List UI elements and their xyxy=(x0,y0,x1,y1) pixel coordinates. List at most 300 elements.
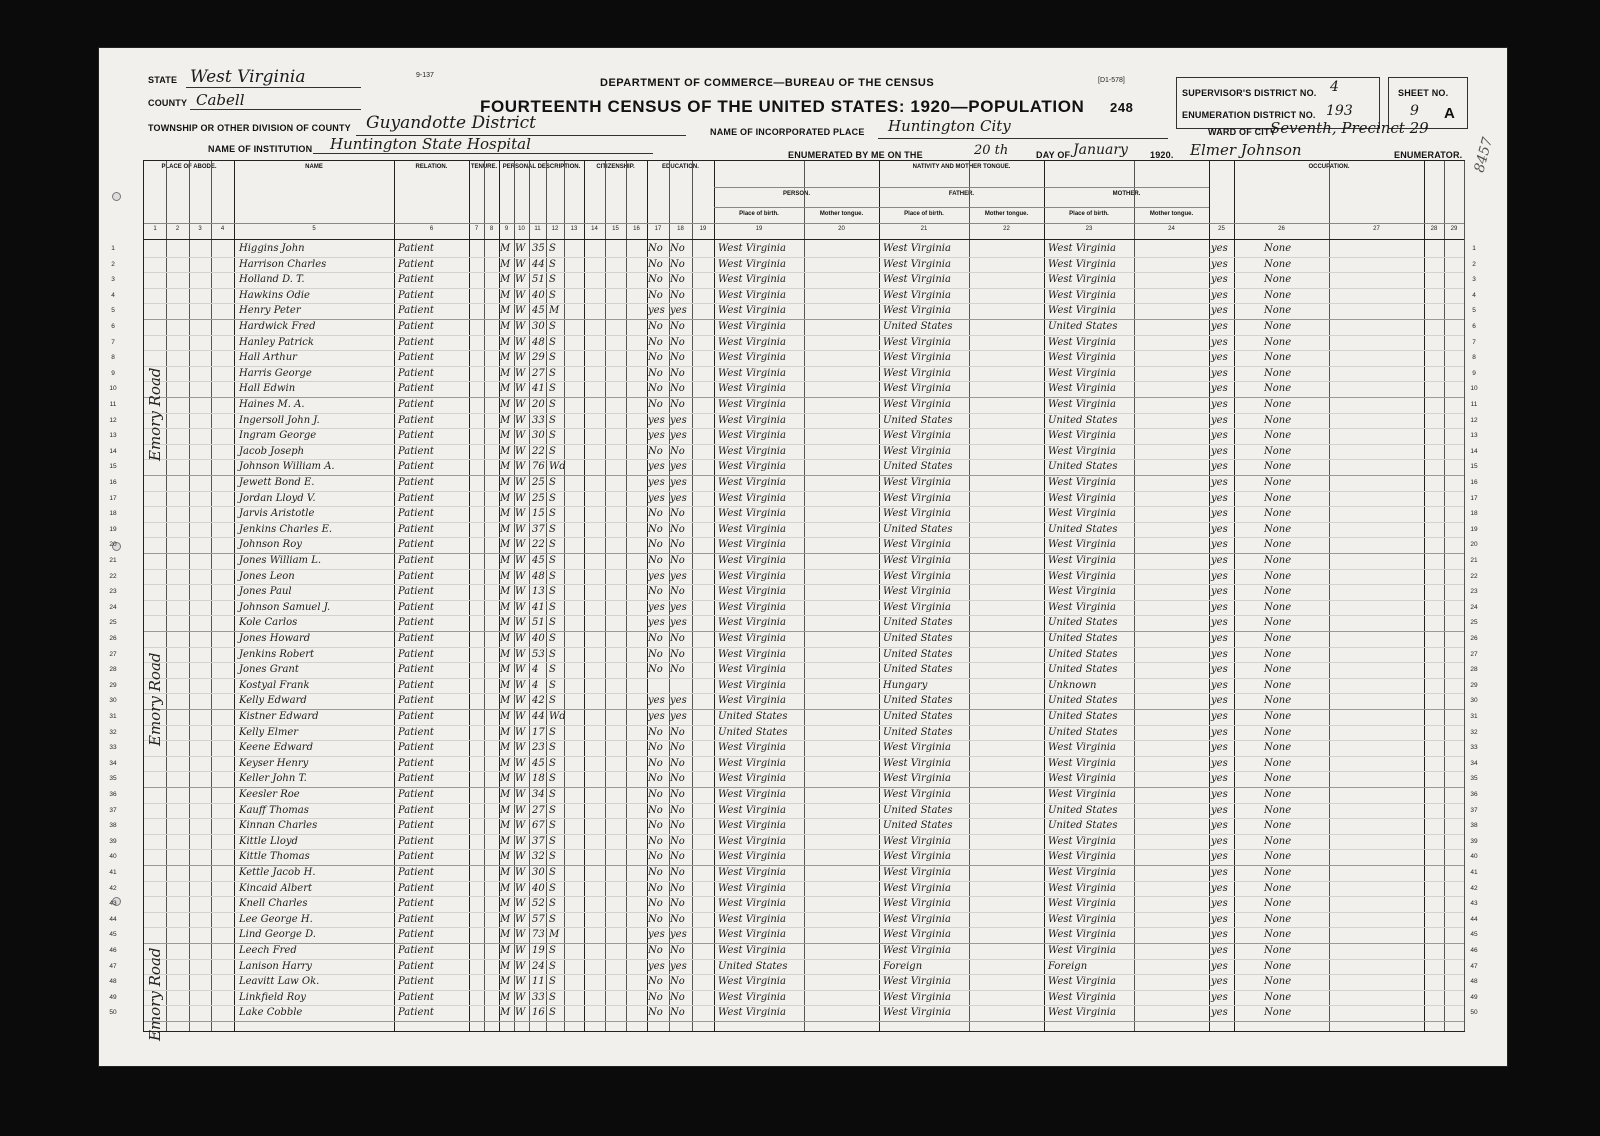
cell-mother-birthplace: United States xyxy=(1048,321,1118,332)
cell-marital-status: S xyxy=(549,367,556,379)
line-number: 31 xyxy=(1470,713,1478,720)
cell-speaks-english: yes xyxy=(1211,789,1228,800)
cell-speaks-english: yes xyxy=(1211,570,1228,582)
line-number: 44 xyxy=(1470,915,1478,923)
cell-marital-status: S xyxy=(549,617,556,629)
cell-relation: Patient xyxy=(398,336,434,348)
cell-sex: M xyxy=(500,367,511,379)
cell-person-name: Ingram George xyxy=(239,430,317,442)
cell-race: W xyxy=(515,757,526,769)
line-number: 32 xyxy=(109,728,117,736)
cell-sex: M xyxy=(500,570,511,582)
cell-person-name: Holland D. T. xyxy=(239,274,305,286)
sheet-value: 9 xyxy=(1410,103,1419,119)
line-number: 4 xyxy=(111,291,115,299)
cell-occupation: None xyxy=(1264,757,1292,769)
cell-person-birthplace: West Virginia xyxy=(718,352,786,364)
cell-race: W xyxy=(515,820,526,832)
column-number: 12 xyxy=(551,226,559,232)
cell-relation: Patient xyxy=(398,789,434,800)
cell-speaks-english: yes xyxy=(1211,258,1228,270)
cell-father-birthplace: United States xyxy=(883,617,953,629)
cell-father-birthplace: West Virginia xyxy=(883,570,951,582)
cell-person-birthplace: West Virginia xyxy=(718,773,786,785)
cell-age: 11 xyxy=(532,976,545,988)
cell-person-birthplace: West Virginia xyxy=(718,913,786,925)
cell-occupation: None xyxy=(1264,1007,1292,1019)
table-row xyxy=(109,381,1478,398)
cell-person-name: Keller John T. xyxy=(239,773,307,785)
col-person-tongue: Mother tongue. xyxy=(819,211,864,217)
cell-person-name: Kinnan Charles xyxy=(239,820,318,832)
cell-age: 40 xyxy=(532,633,545,644)
cell-sex: M xyxy=(500,586,511,598)
cell-person-name: Leavitt Law Ok. xyxy=(239,976,320,988)
column-number: 18 xyxy=(677,226,684,232)
cell-can-read: No xyxy=(670,321,685,332)
line-number: 2 xyxy=(111,260,115,268)
cell-age: 30 xyxy=(532,321,545,332)
table-row xyxy=(109,818,1478,835)
cell-occupation: None xyxy=(1264,414,1292,426)
table-row xyxy=(109,912,1478,929)
cell-father-birthplace: West Virginia xyxy=(883,477,951,488)
cell-occupation: None xyxy=(1264,929,1292,941)
cell-person-name: Hanley Patrick xyxy=(239,336,314,348)
cell-person-birthplace: West Virginia xyxy=(718,586,786,598)
cell-speaks-english: yes xyxy=(1211,867,1228,878)
cell-marital-status: S xyxy=(549,508,556,520)
cell-relation: Patient xyxy=(398,570,434,582)
cell-marital-status: S xyxy=(549,991,556,1003)
col-personal: PERSONAL DESCRIPTION. xyxy=(502,164,581,170)
column-number: 16 xyxy=(633,226,640,232)
cell-mother-birthplace: West Virginia xyxy=(1048,508,1116,520)
cell-sex: M xyxy=(500,399,511,410)
cell-speaks-english: yes xyxy=(1211,617,1228,629)
cell-race: W xyxy=(515,305,526,317)
col-tenure: TENURE. xyxy=(470,164,498,170)
cell-relation: Patient xyxy=(398,945,434,956)
cell-person-name: Hall Edwin xyxy=(239,383,296,395)
cell-speaks-english: yes xyxy=(1211,508,1228,520)
cell-father-birthplace: Foreign xyxy=(883,960,923,972)
cell-race: W xyxy=(515,913,526,925)
cell-person-birthplace: West Virginia xyxy=(718,679,786,691)
line-number: 17 xyxy=(1470,494,1478,502)
cell-occupation: None xyxy=(1264,539,1292,551)
cell-person-birthplace: West Virginia xyxy=(718,445,786,457)
line-number: 47 xyxy=(1470,962,1478,970)
cell-father-birthplace: West Virginia xyxy=(883,289,951,301)
cell-marital-status: S xyxy=(549,695,556,707)
table-row xyxy=(109,444,1478,461)
enumerated-label: ENUMERATED BY ME ON THE xyxy=(788,150,923,160)
cell-person-name: Kole Carlos xyxy=(239,617,298,629)
cell-person-name: Jenkins Robert xyxy=(239,648,315,660)
cell-sex: M xyxy=(500,976,511,988)
cell-can-read: No xyxy=(670,289,685,301)
institution-underline xyxy=(313,153,653,154)
line-number: 45 xyxy=(1470,931,1478,939)
cell-relation: Patient xyxy=(398,539,434,551)
cell-relation: Patient xyxy=(398,601,434,613)
cell-sex: M xyxy=(500,430,511,442)
place-underline xyxy=(878,138,1168,139)
cell-age: 48 xyxy=(532,570,545,582)
line-number: 15 xyxy=(1470,463,1478,471)
street-name-vertical: Emory Road xyxy=(146,367,164,461)
table-row xyxy=(109,881,1478,898)
line-number: 39 xyxy=(1470,837,1478,845)
cell-relation: Patient xyxy=(398,867,434,878)
line-number: 24 xyxy=(109,603,117,611)
cell-occupation: None xyxy=(1264,835,1292,847)
cell-can-read: No xyxy=(670,555,685,566)
cell-person-name: Higgins John xyxy=(239,243,305,254)
table-row xyxy=(111,350,1476,367)
column-number: 11 xyxy=(534,226,541,232)
cell-speaks-english: yes xyxy=(1211,898,1228,910)
cell-relation: Patient xyxy=(398,258,434,270)
cell-person-birthplace: West Virginia xyxy=(718,539,786,551)
cell-school-attended: No xyxy=(648,539,663,551)
cell-father-birthplace: West Virginia xyxy=(883,352,951,364)
cell-occupation: None xyxy=(1264,601,1292,613)
table-row xyxy=(109,475,1478,492)
cell-race: W xyxy=(515,804,526,816)
cell-sex: M xyxy=(500,789,511,800)
place-label: NAME OF INCORPORATED PLACE xyxy=(710,127,865,137)
cell-relation: Patient xyxy=(398,383,434,395)
cell-person-birthplace: West Virginia xyxy=(718,477,786,488)
cell-race: W xyxy=(515,679,526,691)
cell-can-read: No xyxy=(670,882,685,894)
cell-school-attended: yes xyxy=(648,477,665,488)
cell-person-name: Jones Paul xyxy=(239,586,292,598)
institution-label: NAME OF INSTITUTION xyxy=(208,144,313,154)
cell-relation: Patient xyxy=(398,695,434,707)
cell-school-attended: No xyxy=(648,648,663,660)
cell-mother-birthplace: West Virginia xyxy=(1048,352,1116,364)
table-row xyxy=(109,615,1478,632)
cell-mother-birthplace: Unknown xyxy=(1048,679,1097,691)
cell-sex: M xyxy=(500,445,511,457)
cell-mother-birthplace: West Virginia xyxy=(1048,336,1116,348)
line-number: 44 xyxy=(109,915,117,923)
cell-mother-birthplace: West Virginia xyxy=(1048,570,1116,582)
cell-age: 45 xyxy=(532,305,545,317)
cell-speaks-english: yes xyxy=(1211,477,1228,488)
line-number: 12 xyxy=(109,416,117,424)
cell-school-attended: No xyxy=(648,445,663,457)
line-number: 37 xyxy=(1470,806,1478,814)
cell-father-birthplace: West Virginia xyxy=(883,835,951,847)
cell-occupation: None xyxy=(1264,617,1292,629)
cell-school-attended: No xyxy=(648,945,663,956)
cell-can-read: yes xyxy=(670,477,687,488)
county-value: Cabell xyxy=(196,91,245,109)
county-underline xyxy=(190,109,361,110)
cell-person-name: Hardwick Fred xyxy=(239,321,316,332)
cell-mother-birthplace: West Virginia xyxy=(1048,601,1116,613)
line-number: 47 xyxy=(109,962,117,970)
cell-speaks-english: yes xyxy=(1211,633,1228,644)
cell-age: 17 xyxy=(532,726,545,738)
cell-person-name: Ingersoll John J. xyxy=(239,414,320,426)
cell-speaks-english: yes xyxy=(1211,648,1228,660)
cell-person-name: Jones Grant xyxy=(239,664,299,676)
cell-father-birthplace: West Virginia xyxy=(883,492,951,504)
cell-school-attended: yes xyxy=(648,960,665,972)
table-row xyxy=(109,693,1478,710)
cell-school-attended: No xyxy=(648,258,663,270)
column-number: 7 xyxy=(474,226,479,232)
line-number: 20 xyxy=(1470,541,1478,549)
cell-school-attended: No xyxy=(648,851,663,863)
cell-race: W xyxy=(515,601,526,613)
cell-speaks-english: yes xyxy=(1211,445,1228,457)
cell-person-name: Keene Edward xyxy=(239,742,313,754)
cell-occupation: None xyxy=(1264,633,1292,644)
cell-occupation: None xyxy=(1264,726,1292,738)
cell-race: W xyxy=(515,789,526,800)
cell-race: W xyxy=(515,289,526,301)
line-number: 7 xyxy=(1472,338,1476,346)
cell-can-read: No xyxy=(670,399,685,410)
table-row xyxy=(109,647,1478,664)
cell-can-read: No xyxy=(670,913,685,925)
table-row xyxy=(109,428,1478,445)
cell-can-read: No xyxy=(670,336,685,348)
cell-school-attended: yes xyxy=(648,601,665,613)
table-row xyxy=(109,553,1478,570)
cell-person-birthplace: West Virginia xyxy=(718,274,786,286)
place-value: Huntington City xyxy=(888,117,1011,135)
cell-race: W xyxy=(515,1007,526,1019)
cell-age: 19 xyxy=(532,945,545,956)
cell-age: 13 xyxy=(532,586,545,598)
cell-mother-birthplace: United States xyxy=(1048,664,1118,676)
line-number: 27 xyxy=(109,650,117,658)
cell-school-attended: yes xyxy=(648,929,665,941)
cell-occupation: None xyxy=(1264,399,1292,410)
cell-sex: M xyxy=(500,383,511,395)
line-number: 1 xyxy=(1472,245,1476,252)
cell-occupation: None xyxy=(1264,492,1292,504)
line-number: 48 xyxy=(1470,978,1478,986)
cell-father-birthplace: West Virginia xyxy=(883,851,951,863)
col-father-tongue: Mother tongue. xyxy=(984,211,1029,217)
col-person: PERSON. xyxy=(782,191,810,197)
header-rule xyxy=(144,239,1464,240)
cell-father-birthplace: West Virginia xyxy=(883,929,951,941)
cell-sex: M xyxy=(500,461,511,473)
cell-school-attended: No xyxy=(648,399,663,410)
cell-school-attended: No xyxy=(648,882,663,894)
cell-mother-birthplace: United States xyxy=(1048,461,1118,473)
cell-school-attended: No xyxy=(648,1007,663,1019)
month-value: January xyxy=(1073,142,1128,158)
cell-mother-birthplace: West Virginia xyxy=(1048,477,1116,488)
line-number: 50 xyxy=(1470,1009,1478,1017)
cell-speaks-english: yes xyxy=(1211,414,1228,426)
cell-father-birthplace: United States xyxy=(883,664,953,676)
line-number: 18 xyxy=(1470,510,1478,518)
cell-marital-status: S xyxy=(549,601,556,613)
cell-person-name: Johnson William A. xyxy=(239,461,335,473)
cell-age: 16 xyxy=(532,1007,545,1019)
cell-mother-birthplace: West Virginia xyxy=(1048,367,1116,379)
cell-person-birthplace: West Virginia xyxy=(718,789,786,800)
cell-speaks-english: yes xyxy=(1211,336,1228,348)
cell-relation: Patient xyxy=(398,726,434,738)
cell-race: W xyxy=(515,274,526,286)
page-number: 248 xyxy=(1110,100,1134,115)
cell-father-birthplace: West Virginia xyxy=(883,773,951,785)
cell-can-read: No xyxy=(670,367,685,379)
line-number: 34 xyxy=(1470,759,1478,767)
cell-race: W xyxy=(515,523,526,535)
cell-race: W xyxy=(515,633,526,644)
archive-stamp: 8457 xyxy=(1471,135,1497,175)
cell-age: 52 xyxy=(532,898,545,910)
cell-sex: M xyxy=(500,867,511,878)
form-number: 9-137 xyxy=(416,72,434,79)
cell-marital-status: S xyxy=(549,757,556,769)
cell-person-name: Lind George D. xyxy=(239,929,316,941)
cell-age: 45 xyxy=(532,555,545,566)
table-row xyxy=(109,943,1478,960)
column-number: 22 xyxy=(1003,226,1010,232)
cell-race: W xyxy=(515,867,526,878)
cell-marital-status: S xyxy=(549,414,556,426)
cell-sex: M xyxy=(500,305,511,317)
column-number: 17 xyxy=(654,226,662,232)
table-row xyxy=(109,834,1478,851)
line-number: 8 xyxy=(111,354,115,362)
cell-can-read: No xyxy=(670,445,685,457)
township-value: Guyandotte District xyxy=(366,113,536,133)
column-number: 29 xyxy=(1450,226,1458,232)
line-number: 10 xyxy=(109,385,117,393)
cell-mother-birthplace: United States xyxy=(1048,711,1118,722)
cell-school-attended: No xyxy=(648,274,663,286)
cell-speaks-english: yes xyxy=(1211,945,1228,956)
cell-relation: Patient xyxy=(398,352,434,364)
cell-person-name: Linkfield Roy xyxy=(239,991,306,1003)
table-row xyxy=(109,506,1478,523)
census-table xyxy=(109,160,1478,1041)
cell-person-birthplace: West Virginia xyxy=(718,523,786,535)
column-number: 23 xyxy=(1085,226,1093,232)
cell-father-birthplace: West Virginia xyxy=(883,399,951,410)
cell-mother-birthplace: West Virginia xyxy=(1048,945,1116,956)
cell-marital-status: S xyxy=(549,851,556,863)
cell-race: W xyxy=(515,648,526,660)
cell-father-birthplace: West Virginia xyxy=(883,274,951,286)
cell-occupation: None xyxy=(1264,648,1292,660)
line-number: 23 xyxy=(1470,588,1478,596)
cell-father-birthplace: United States xyxy=(883,648,953,660)
sheet-letter: A xyxy=(1444,105,1456,122)
line-number: 50 xyxy=(109,1009,117,1017)
cell-person-birthplace: West Virginia xyxy=(718,695,786,707)
cell-mother-birthplace: West Virginia xyxy=(1048,383,1116,395)
cell-can-read: No xyxy=(670,820,685,832)
cell-age: 4 xyxy=(532,679,539,691)
cell-mother-birthplace: West Virginia xyxy=(1048,773,1116,785)
cell-occupation: None xyxy=(1264,523,1292,535)
cell-race: W xyxy=(515,851,526,863)
table-row xyxy=(109,1005,1478,1022)
cell-mother-birthplace: West Virginia xyxy=(1048,867,1116,878)
ward-label: WARD OF CITY xyxy=(1208,127,1276,137)
cell-speaks-english: yes xyxy=(1211,461,1228,473)
cell-father-birthplace: West Virginia xyxy=(883,742,951,754)
line-number: 11 xyxy=(109,401,117,408)
cell-relation: Patient xyxy=(398,851,434,863)
cell-marital-status: M xyxy=(549,929,560,941)
line-number: 38 xyxy=(109,822,117,830)
cell-mother-birthplace: West Virginia xyxy=(1048,757,1116,769)
cell-race: W xyxy=(515,976,526,988)
cell-can-read: No xyxy=(670,508,685,520)
cell-can-read: No xyxy=(670,757,685,769)
column-number: 5 xyxy=(312,226,316,232)
line-number: 11 xyxy=(1470,401,1478,408)
census-title: FOURTEENTH CENSUS OF THE UNITED STATES: 1920—POPULATION xyxy=(480,97,1085,116)
cell-can-read: yes xyxy=(670,695,687,707)
cell-age: 76 xyxy=(532,461,545,473)
cell-marital-status: S xyxy=(549,867,556,878)
cell-person-birthplace: United States xyxy=(718,711,788,722)
cell-speaks-english: yes xyxy=(1211,430,1228,442)
cell-person-birthplace: West Virginia xyxy=(718,258,786,270)
cell-can-read: No xyxy=(670,633,685,644)
cell-race: W xyxy=(515,492,526,504)
cell-school-attended: yes xyxy=(648,695,665,707)
cell-marital-status: S xyxy=(549,352,556,364)
cell-sex: M xyxy=(500,695,511,707)
cell-person-name: Keesler Roe xyxy=(239,789,300,800)
cell-marital-status: S xyxy=(549,336,556,348)
cell-relation: Patient xyxy=(398,523,434,535)
institution-value: Huntington State Hospital xyxy=(330,135,531,153)
cell-occupation: None xyxy=(1264,820,1292,832)
line-number: 19 xyxy=(1470,525,1478,533)
line-number: 46 xyxy=(109,947,117,954)
cell-sex: M xyxy=(500,555,511,566)
column-number: 19 xyxy=(699,226,707,232)
cell-person-name: Johnson Samuel J. xyxy=(239,601,331,613)
cell-person-name: Keyser Henry xyxy=(239,757,309,769)
cell-occupation: None xyxy=(1264,383,1292,395)
cell-person-name: Jones Leon xyxy=(239,570,295,582)
cell-relation: Patient xyxy=(398,882,434,894)
table-row xyxy=(109,959,1478,976)
cell-person-birthplace: West Virginia xyxy=(718,336,786,348)
col-citizenship: CITIZENSHIP. xyxy=(596,164,635,170)
cell-person-name: Lee George H. xyxy=(239,913,313,925)
cell-person-name: Jordan Lloyd V. xyxy=(239,492,316,504)
cell-occupation: None xyxy=(1264,695,1292,707)
cell-sex: M xyxy=(500,274,511,286)
cell-relation: Patient xyxy=(398,477,434,488)
cell-school-attended: No xyxy=(648,867,663,878)
cell-person-name: Leech Fred xyxy=(239,945,297,956)
cell-father-birthplace: West Virginia xyxy=(883,508,951,520)
